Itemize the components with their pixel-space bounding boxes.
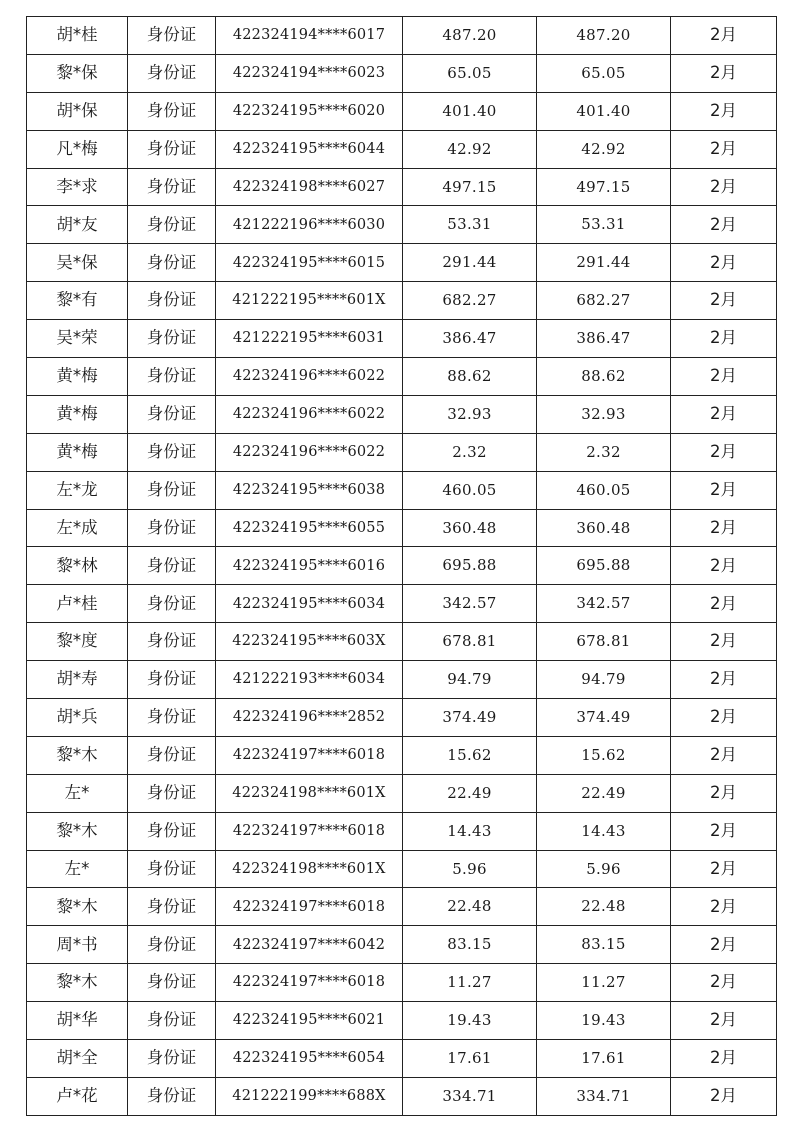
name-cell: 黎*木 bbox=[27, 736, 128, 774]
name-cell: 黄*梅 bbox=[27, 433, 128, 471]
id-type-cell: 身份证 bbox=[128, 1002, 216, 1040]
name-cell: 黎*有 bbox=[27, 282, 128, 320]
amount-a-cell: 374.49 bbox=[403, 699, 537, 737]
id-type-cell: 身份证 bbox=[128, 17, 216, 55]
table-body bbox=[27, 17, 777, 1116]
id-number-cell: 422324197****6018 bbox=[216, 812, 403, 850]
month-cell: 2月 bbox=[671, 282, 777, 320]
amount-a-cell: 83.15 bbox=[403, 926, 537, 964]
month-cell: 2月 bbox=[671, 850, 777, 888]
amount-b-cell: 401.40 bbox=[537, 92, 671, 130]
name-cell: 胡*友 bbox=[27, 206, 128, 244]
table-row bbox=[27, 888, 777, 926]
amount-a-cell: 460.05 bbox=[403, 471, 537, 509]
month-cell: 2月 bbox=[671, 433, 777, 471]
payment-table bbox=[26, 16, 777, 1116]
id-number-cell: 422324196****6022 bbox=[216, 395, 403, 433]
name-cell: 黄*梅 bbox=[27, 358, 128, 396]
id-number-cell: 422324196****6022 bbox=[216, 433, 403, 471]
month-cell: 2月 bbox=[671, 1002, 777, 1040]
id-type-cell: 身份证 bbox=[128, 623, 216, 661]
table-row bbox=[27, 282, 777, 320]
amount-a-cell: 678.81 bbox=[403, 623, 537, 661]
id-number-cell: 422324196****6022 bbox=[216, 358, 403, 396]
table-row bbox=[27, 395, 777, 433]
table-row bbox=[27, 699, 777, 737]
id-number-cell: 422324195****6054 bbox=[216, 1040, 403, 1078]
amount-b-cell: 460.05 bbox=[537, 471, 671, 509]
name-cell: 周*书 bbox=[27, 926, 128, 964]
amount-b-cell: 334.71 bbox=[537, 1077, 671, 1115]
name-cell: 左* bbox=[27, 850, 128, 888]
amount-a-cell: 42.92 bbox=[403, 130, 537, 168]
id-type-cell: 身份证 bbox=[128, 168, 216, 206]
table-row bbox=[27, 244, 777, 282]
id-number-cell: 422324195****6044 bbox=[216, 130, 403, 168]
month-cell: 2月 bbox=[671, 661, 777, 699]
amount-b-cell: 94.79 bbox=[537, 661, 671, 699]
table-row bbox=[27, 130, 777, 168]
name-cell: 黎*林 bbox=[27, 547, 128, 585]
name-cell: 卢*桂 bbox=[27, 585, 128, 623]
amount-b-cell: 14.43 bbox=[537, 812, 671, 850]
month-cell: 2月 bbox=[671, 54, 777, 92]
amount-a-cell: 5.96 bbox=[403, 850, 537, 888]
amount-b-cell: 42.92 bbox=[537, 130, 671, 168]
name-cell: 左*龙 bbox=[27, 471, 128, 509]
id-number-cell: 422324196****2852 bbox=[216, 699, 403, 737]
name-cell: 胡*寿 bbox=[27, 661, 128, 699]
amount-b-cell: 17.61 bbox=[537, 1040, 671, 1078]
table-row bbox=[27, 585, 777, 623]
id-number-cell: 421222199****688X bbox=[216, 1077, 403, 1115]
name-cell: 黎*木 bbox=[27, 964, 128, 1002]
id-type-cell: 身份证 bbox=[128, 395, 216, 433]
amount-b-cell: 342.57 bbox=[537, 585, 671, 623]
amount-b-cell: 88.62 bbox=[537, 358, 671, 396]
name-cell: 黎*木 bbox=[27, 888, 128, 926]
table-row bbox=[27, 926, 777, 964]
id-number-cell: 422324197****6018 bbox=[216, 736, 403, 774]
table-row bbox=[27, 850, 777, 888]
amount-a-cell: 15.62 bbox=[403, 736, 537, 774]
table-row bbox=[27, 964, 777, 1002]
id-type-cell: 身份证 bbox=[128, 130, 216, 168]
amount-a-cell: 14.43 bbox=[403, 812, 537, 850]
amount-a-cell: 342.57 bbox=[403, 585, 537, 623]
id-type-cell: 身份证 bbox=[128, 888, 216, 926]
amount-b-cell: 487.20 bbox=[537, 17, 671, 55]
amount-b-cell: 695.88 bbox=[537, 547, 671, 585]
id-type-cell: 身份证 bbox=[128, 282, 216, 320]
name-cell: 李*求 bbox=[27, 168, 128, 206]
amount-a-cell: 22.49 bbox=[403, 774, 537, 812]
month-cell: 2月 bbox=[671, 1040, 777, 1078]
month-cell: 2月 bbox=[671, 926, 777, 964]
amount-a-cell: 22.48 bbox=[403, 888, 537, 926]
id-number-cell: 422324198****601X bbox=[216, 850, 403, 888]
id-number-cell: 422324194****6017 bbox=[216, 17, 403, 55]
id-number-cell: 422324195****6016 bbox=[216, 547, 403, 585]
table-row bbox=[27, 433, 777, 471]
month-cell: 2月 bbox=[671, 168, 777, 206]
month-cell: 2月 bbox=[671, 888, 777, 926]
id-number-cell: 422324195****603X bbox=[216, 623, 403, 661]
amount-b-cell: 15.62 bbox=[537, 736, 671, 774]
table-row bbox=[27, 168, 777, 206]
name-cell: 胡*兵 bbox=[27, 699, 128, 737]
id-number-cell: 422324197****6042 bbox=[216, 926, 403, 964]
id-number-cell: 422324194****6023 bbox=[216, 54, 403, 92]
table-row bbox=[27, 623, 777, 661]
name-cell: 左*成 bbox=[27, 509, 128, 547]
name-cell: 卢*花 bbox=[27, 1077, 128, 1115]
month-cell: 2月 bbox=[671, 17, 777, 55]
id-number-cell: 421222193****6034 bbox=[216, 661, 403, 699]
name-cell: 黎*木 bbox=[27, 812, 128, 850]
amount-a-cell: 334.71 bbox=[403, 1077, 537, 1115]
id-type-cell: 身份证 bbox=[128, 774, 216, 812]
month-cell: 2月 bbox=[671, 585, 777, 623]
id-number-cell: 422324195****6038 bbox=[216, 471, 403, 509]
id-number-cell: 422324195****6015 bbox=[216, 244, 403, 282]
month-cell: 2月 bbox=[671, 509, 777, 547]
month-cell: 2月 bbox=[671, 92, 777, 130]
month-cell: 2月 bbox=[671, 774, 777, 812]
id-number-cell: 421222195****601X bbox=[216, 282, 403, 320]
month-cell: 2月 bbox=[671, 964, 777, 1002]
month-cell: 2月 bbox=[671, 244, 777, 282]
amount-b-cell: 678.81 bbox=[537, 623, 671, 661]
amount-b-cell: 386.47 bbox=[537, 320, 671, 358]
table-row bbox=[27, 661, 777, 699]
name-cell: 黄*梅 bbox=[27, 395, 128, 433]
amount-a-cell: 682.27 bbox=[403, 282, 537, 320]
name-cell: 胡*桂 bbox=[27, 17, 128, 55]
amount-b-cell: 291.44 bbox=[537, 244, 671, 282]
amount-a-cell: 487.20 bbox=[403, 17, 537, 55]
month-cell: 2月 bbox=[671, 1077, 777, 1115]
amount-a-cell: 32.93 bbox=[403, 395, 537, 433]
id-number-cell: 422324198****6027 bbox=[216, 168, 403, 206]
id-type-cell: 身份证 bbox=[128, 433, 216, 471]
amount-b-cell: 374.49 bbox=[537, 699, 671, 737]
month-cell: 2月 bbox=[671, 358, 777, 396]
id-type-cell: 身份证 bbox=[128, 92, 216, 130]
id-type-cell: 身份证 bbox=[128, 926, 216, 964]
name-cell: 凡*梅 bbox=[27, 130, 128, 168]
month-cell: 2月 bbox=[671, 547, 777, 585]
amount-b-cell: 22.48 bbox=[537, 888, 671, 926]
table-row bbox=[27, 471, 777, 509]
id-number-cell: 422324195****6020 bbox=[216, 92, 403, 130]
amount-a-cell: 386.47 bbox=[403, 320, 537, 358]
id-number-cell: 421222195****6031 bbox=[216, 320, 403, 358]
amount-a-cell: 2.32 bbox=[403, 433, 537, 471]
id-type-cell: 身份证 bbox=[128, 471, 216, 509]
table-row bbox=[27, 1040, 777, 1078]
name-cell: 黎*保 bbox=[27, 54, 128, 92]
id-type-cell: 身份证 bbox=[128, 812, 216, 850]
table-row bbox=[27, 509, 777, 547]
month-cell: 2月 bbox=[671, 320, 777, 358]
amount-a-cell: 695.88 bbox=[403, 547, 537, 585]
month-cell: 2月 bbox=[671, 471, 777, 509]
name-cell: 胡*全 bbox=[27, 1040, 128, 1078]
id-type-cell: 身份证 bbox=[128, 850, 216, 888]
id-number-cell: 422324197****6018 bbox=[216, 964, 403, 1002]
id-number-cell: 422324195****6034 bbox=[216, 585, 403, 623]
month-cell: 2月 bbox=[671, 736, 777, 774]
table-row bbox=[27, 812, 777, 850]
id-type-cell: 身份证 bbox=[128, 964, 216, 1002]
id-type-cell: 身份证 bbox=[128, 320, 216, 358]
table-row bbox=[27, 206, 777, 244]
month-cell: 2月 bbox=[671, 812, 777, 850]
month-cell: 2月 bbox=[671, 623, 777, 661]
id-number-cell: 422324197****6018 bbox=[216, 888, 403, 926]
amount-b-cell: 360.48 bbox=[537, 509, 671, 547]
name-cell: 胡*华 bbox=[27, 1002, 128, 1040]
month-cell: 2月 bbox=[671, 395, 777, 433]
amount-b-cell: 497.15 bbox=[537, 168, 671, 206]
id-type-cell: 身份证 bbox=[128, 736, 216, 774]
id-type-cell: 身份证 bbox=[128, 661, 216, 699]
month-cell: 2月 bbox=[671, 699, 777, 737]
table-row bbox=[27, 54, 777, 92]
id-type-cell: 身份证 bbox=[128, 54, 216, 92]
id-type-cell: 身份证 bbox=[128, 547, 216, 585]
id-type-cell: 身份证 bbox=[128, 1040, 216, 1078]
id-number-cell: 422324195****6021 bbox=[216, 1002, 403, 1040]
amount-b-cell: 32.93 bbox=[537, 395, 671, 433]
table-row bbox=[27, 17, 777, 55]
amount-a-cell: 360.48 bbox=[403, 509, 537, 547]
name-cell: 左* bbox=[27, 774, 128, 812]
amount-a-cell: 401.40 bbox=[403, 92, 537, 130]
table-row bbox=[27, 547, 777, 585]
id-type-cell: 身份证 bbox=[128, 206, 216, 244]
month-cell: 2月 bbox=[671, 130, 777, 168]
name-cell: 吴*荣 bbox=[27, 320, 128, 358]
amount-b-cell: 22.49 bbox=[537, 774, 671, 812]
amount-a-cell: 53.31 bbox=[403, 206, 537, 244]
table-row bbox=[27, 92, 777, 130]
amount-a-cell: 17.61 bbox=[403, 1040, 537, 1078]
amount-a-cell: 65.05 bbox=[403, 54, 537, 92]
amount-b-cell: 65.05 bbox=[537, 54, 671, 92]
name-cell: 吴*保 bbox=[27, 244, 128, 282]
amount-a-cell: 11.27 bbox=[403, 964, 537, 1002]
amount-a-cell: 291.44 bbox=[403, 244, 537, 282]
amount-a-cell: 88.62 bbox=[403, 358, 537, 396]
id-type-cell: 身份证 bbox=[128, 244, 216, 282]
table-row bbox=[27, 358, 777, 396]
amount-b-cell: 5.96 bbox=[537, 850, 671, 888]
amount-b-cell: 682.27 bbox=[537, 282, 671, 320]
id-type-cell: 身份证 bbox=[128, 358, 216, 396]
table-row bbox=[27, 320, 777, 358]
id-number-cell: 422324195****6055 bbox=[216, 509, 403, 547]
id-type-cell: 身份证 bbox=[128, 585, 216, 623]
table-row bbox=[27, 1002, 777, 1040]
table-row bbox=[27, 736, 777, 774]
amount-a-cell: 19.43 bbox=[403, 1002, 537, 1040]
month-cell: 2月 bbox=[671, 206, 777, 244]
amount-a-cell: 94.79 bbox=[403, 661, 537, 699]
name-cell: 胡*保 bbox=[27, 92, 128, 130]
amount-b-cell: 53.31 bbox=[537, 206, 671, 244]
id-type-cell: 身份证 bbox=[128, 509, 216, 547]
name-cell: 黎*度 bbox=[27, 623, 128, 661]
amount-b-cell: 19.43 bbox=[537, 1002, 671, 1040]
id-number-cell: 421222196****6030 bbox=[216, 206, 403, 244]
id-number-cell: 422324198****601X bbox=[216, 774, 403, 812]
amount-b-cell: 11.27 bbox=[537, 964, 671, 1002]
amount-a-cell: 497.15 bbox=[403, 168, 537, 206]
id-type-cell: 身份证 bbox=[128, 699, 216, 737]
amount-b-cell: 2.32 bbox=[537, 433, 671, 471]
table-row bbox=[27, 774, 777, 812]
amount-b-cell: 83.15 bbox=[537, 926, 671, 964]
table-row bbox=[27, 1077, 777, 1115]
id-type-cell: 身份证 bbox=[128, 1077, 216, 1115]
